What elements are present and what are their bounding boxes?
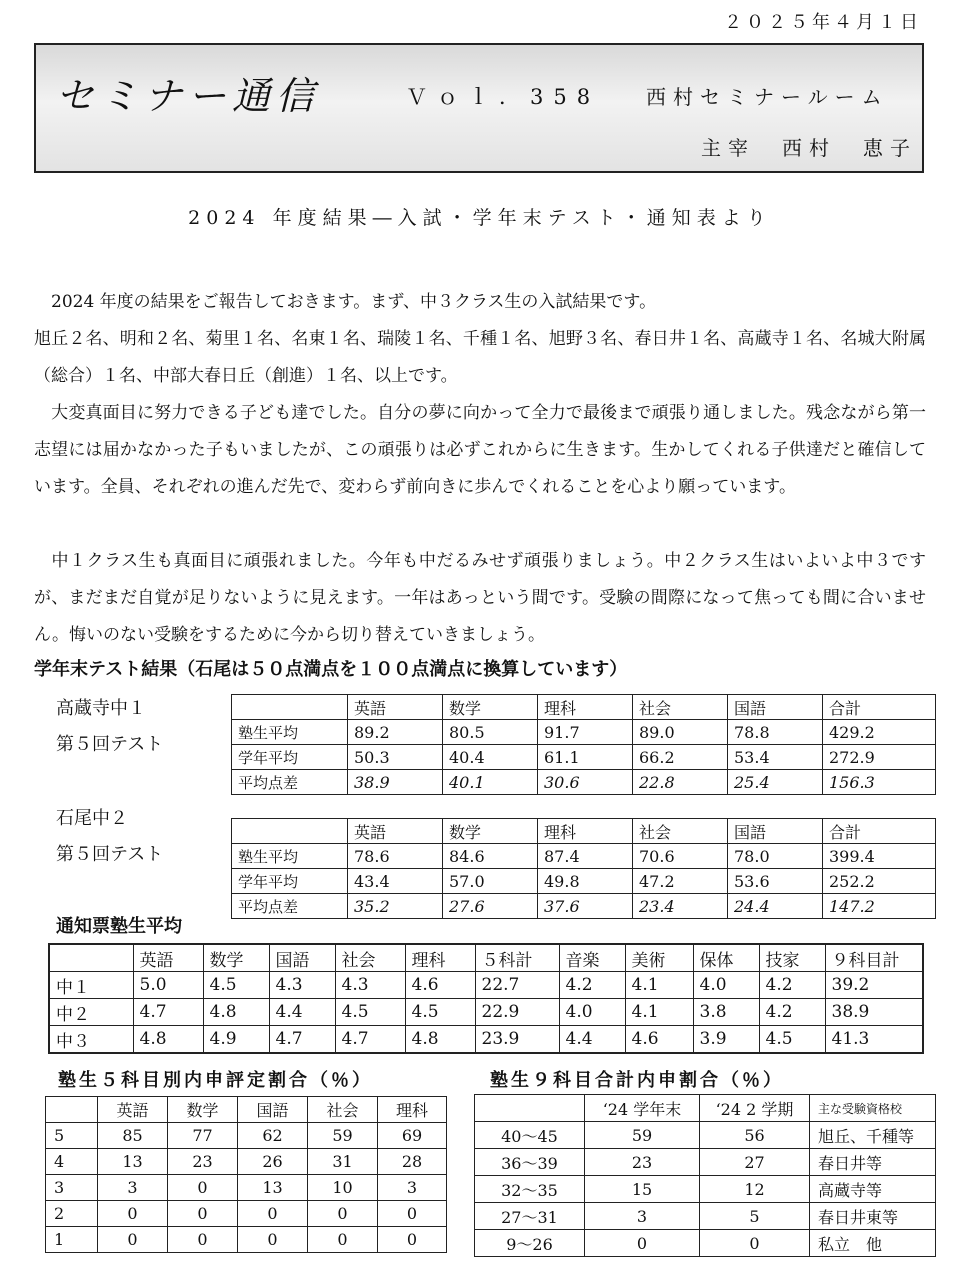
header-cell: 理科 — [538, 695, 633, 720]
table-cell: 13 — [98, 1149, 168, 1175]
header-cell: 理科 — [538, 819, 633, 844]
header-cell: 英語 — [348, 695, 443, 720]
table-cell: 5 — [700, 1203, 810, 1230]
row-label: 中２ — [49, 999, 133, 1026]
table-cell: 3.9 — [693, 1026, 759, 1054]
table-cell: 62 — [238, 1123, 308, 1149]
row-label: 学年平均 — [232, 745, 348, 770]
newsletter-title: セミナー通信 — [56, 74, 321, 118]
table-row — [232, 869, 936, 894]
table-cell: 3.8 — [693, 999, 759, 1026]
row-label: 36～39 — [475, 1149, 585, 1176]
table-row — [49, 972, 923, 999]
owner-name: 主宰 西村 恵子 — [701, 136, 917, 160]
table-cell: 4.1 — [625, 999, 693, 1026]
header-cell: 音楽 — [559, 944, 625, 972]
table-cell: 84.6 — [443, 844, 538, 869]
issue-date: ２０２５年４月１日 — [724, 12, 922, 33]
table-cell: 24.4 — [728, 894, 823, 919]
table-cell: 旭丘、千種等 — [810, 1122, 936, 1149]
table-cell: 4.4 — [269, 999, 335, 1026]
table-cell: 272.9 — [823, 745, 936, 770]
table-cell: 57.0 — [443, 869, 538, 894]
table-cell: 10 — [308, 1175, 378, 1201]
table-cell: 156.3 — [823, 770, 936, 795]
table-row — [46, 1149, 447, 1175]
table-cell: 4.3 — [269, 972, 335, 999]
row-label: 40～45 — [475, 1122, 585, 1149]
table-cell: 147.2 — [823, 894, 936, 919]
table-cell: 39.2 — [825, 972, 923, 999]
table-cell: 37.6 — [538, 894, 633, 919]
table-cell: 47.2 — [633, 869, 728, 894]
table-cell: 4.0 — [559, 999, 625, 1026]
header-cell — [232, 695, 348, 720]
header-cell: 理科 — [405, 944, 475, 972]
table-cell: 3 — [378, 1175, 447, 1201]
table-cell: 4.2 — [759, 972, 825, 999]
header-cell: 国語 — [728, 819, 823, 844]
volume-number: Ｖｏｌ．358 — [406, 85, 601, 109]
table-header-row — [475, 1095, 936, 1122]
paragraph-results: 旭丘２名、明和２名、菊里１名、名東１名、瑞陵１名、千種１名、旭野３名、春日井１名、高蔵寺１名、名城大附属（総合）１名、中部大春日丘（創進）１名、以上です。 — [34, 329, 926, 386]
table-cell: 4.0 — [693, 972, 759, 999]
table-cell: 78.6 — [348, 844, 443, 869]
table-cell: 0 — [700, 1230, 810, 1257]
school-label-1: 高蔵寺中１ — [56, 698, 146, 719]
table-cell: 85 — [98, 1123, 168, 1149]
table-cell: 27 — [700, 1149, 810, 1176]
table-cell: 59 — [308, 1123, 378, 1149]
header-cell: 数学 — [203, 944, 269, 972]
header-cell: 英語 — [133, 944, 203, 972]
table-cell: 4.2 — [759, 999, 825, 1026]
table-cell: 28 — [378, 1149, 447, 1175]
row-label: 中３ — [49, 1026, 133, 1054]
table-cell: 35.2 — [348, 894, 443, 919]
table-cell: 4.3 — [335, 972, 405, 999]
table-cell: 13 — [238, 1175, 308, 1201]
header-cell: 社会 — [308, 1097, 378, 1123]
table-cell: 53.6 — [728, 869, 823, 894]
table-cell: 70.6 — [633, 844, 728, 869]
table-row — [232, 720, 936, 745]
table-cell: 0 — [168, 1175, 238, 1201]
test-label-2: 第５回テスト — [56, 844, 164, 865]
header-cell: 国語 — [238, 1097, 308, 1123]
table-cell: 38.9 — [825, 999, 923, 1026]
header-cell: ５科計 — [475, 944, 559, 972]
table-cell: 40.4 — [443, 745, 538, 770]
table-cell: 40.1 — [443, 770, 538, 795]
paragraph-intro: 2024 年度の結果をご報告しておきます。まず、中３クラス生の入試結果です。 — [34, 292, 657, 312]
table-cell: 23 — [585, 1149, 700, 1176]
header-cell: ‘24 学年末 — [585, 1095, 700, 1122]
table-cell: 78.0 — [728, 844, 823, 869]
table-cell: 5.0 — [133, 972, 203, 999]
table-cell: 78.8 — [728, 720, 823, 745]
row-label: 5 — [46, 1123, 98, 1149]
row-label: 平均点差 — [232, 894, 348, 919]
header-cell: 英語 — [98, 1097, 168, 1123]
table-cell: 15 — [585, 1176, 700, 1203]
table-header-row — [49, 944, 923, 972]
table-cell: 22.9 — [475, 999, 559, 1026]
report-card-table — [48, 943, 924, 1054]
table-cell: 23 — [168, 1149, 238, 1175]
table-cell: 50.3 — [348, 745, 443, 770]
table-cell: 31 — [308, 1149, 378, 1175]
row-label: 学年平均 — [232, 869, 348, 894]
header-cell: 理科 — [378, 1097, 447, 1123]
table-cell: 89.0 — [633, 720, 728, 745]
table-cell: 41.3 — [825, 1026, 923, 1054]
table-cell: 22.7 — [475, 972, 559, 999]
row-label: 塾生平均 — [232, 720, 348, 745]
table-cell: 4.1 — [625, 972, 693, 999]
table-cell: 12 — [700, 1176, 810, 1203]
table-cell: 0 — [98, 1227, 168, 1253]
header-cell: 数学 — [443, 695, 538, 720]
header-cell — [49, 944, 133, 972]
table-row — [232, 770, 936, 795]
table-row — [46, 1201, 447, 1227]
table-cell: 4.8 — [133, 1026, 203, 1054]
table-cell: 23.9 — [475, 1026, 559, 1054]
header-cell: 数学 — [168, 1097, 238, 1123]
table-cell: 0 — [585, 1230, 700, 1257]
table-cell: 4.6 — [405, 972, 475, 999]
header-cell — [475, 1095, 585, 1122]
table-cell: 高蔵寺等 — [810, 1176, 936, 1203]
table-cell: 4.9 — [203, 1026, 269, 1054]
table-cell: 429.2 — [823, 720, 936, 745]
table-row — [475, 1149, 936, 1176]
table-cell: 0 — [308, 1201, 378, 1227]
table-row — [232, 844, 936, 869]
table-header-row — [46, 1097, 447, 1123]
table-cell: 春日井東等 — [810, 1203, 936, 1230]
row-label: 27～31 — [475, 1203, 585, 1230]
table-cell: 69 — [378, 1123, 447, 1149]
table-cell: 87.4 — [538, 844, 633, 869]
ratio5-heading: 塾生５科目別内申評定割合（％） — [58, 1070, 373, 1091]
test-table-kozoji — [231, 694, 936, 795]
table-cell: 59 — [585, 1122, 700, 1149]
table-cell: 0 — [238, 1227, 308, 1253]
row-label: 4 — [46, 1149, 98, 1175]
header-cell: 社会 — [335, 944, 405, 972]
table-cell: 4.7 — [335, 1026, 405, 1054]
table-row — [49, 1026, 923, 1054]
paragraph-praise: 大変真面目に努力できる子ども達でした。自分の夢に向かって全力で最後まで頑張り通しました。残念ながら第一志望には届かなかった子もいましたが、この頑張りは必ずこれからに生きます。生かしてくれる子供達だと確信しています。全員、それぞれの進んだ先で、変わらず前向きに歩んでくれることを心より願っています。 — [34, 403, 926, 497]
paragraph-encouragement: 中１クラス生も真面目に頑張れました。今年も中だるみせず頑張りましょう。中２クラス生はいよいよ中３ですが、まだまだ自覚が足りないように見えます。一年はあっという間です。受験の間際になって焦っても間に合いません。悔いのない受験をするために今から切り替えていきましょう。 — [34, 551, 926, 645]
table-cell: 23.4 — [633, 894, 728, 919]
table-row — [475, 1122, 936, 1149]
school-label-2: 石尾中２ — [56, 808, 128, 829]
ratio9-heading: 塾生９科目合計内申割合（％） — [490, 1070, 784, 1091]
report-card-heading: 通知票塾生平均 — [56, 916, 182, 937]
row-label: 1 — [46, 1227, 98, 1253]
table-cell: 43.4 — [348, 869, 443, 894]
table-row — [46, 1123, 447, 1149]
row-label: 3 — [46, 1175, 98, 1201]
organization-name: 西村セミナールーム — [646, 85, 889, 109]
table-cell: 0 — [378, 1227, 447, 1253]
article-subtitle: 2024 年度結果―入試・学年末テスト・通知表より — [188, 207, 772, 229]
table-cell: 4.5 — [759, 1026, 825, 1054]
table-row — [232, 894, 936, 919]
header-cell — [46, 1097, 98, 1123]
table-cell: 49.8 — [538, 869, 633, 894]
ratio9-table — [474, 1094, 936, 1257]
header-cell: 技家 — [759, 944, 825, 972]
table-header-row — [232, 819, 936, 844]
table-row — [475, 1230, 936, 1257]
table-cell: 4.2 — [559, 972, 625, 999]
table-cell: 3 — [585, 1203, 700, 1230]
table-cell: 3 — [98, 1175, 168, 1201]
table-cell: 4.5 — [405, 999, 475, 1026]
header-cell: 国語 — [728, 695, 823, 720]
row-label: 塾生平均 — [232, 844, 348, 869]
newsletter-banner — [34, 43, 924, 173]
table-cell: 4.7 — [269, 1026, 335, 1054]
header-cell: ‘24 2 学期 — [700, 1095, 810, 1122]
header-cell — [232, 819, 348, 844]
table-cell: 0 — [98, 1201, 168, 1227]
table-cell: 252.2 — [823, 869, 936, 894]
table-row — [475, 1203, 936, 1230]
header-cell: 主な受験資格校 — [810, 1095, 936, 1122]
header-cell: 社会 — [633, 819, 728, 844]
table-cell: 22.8 — [633, 770, 728, 795]
table-cell: 27.6 — [443, 894, 538, 919]
table-cell: 80.5 — [443, 720, 538, 745]
row-label: 平均点差 — [232, 770, 348, 795]
table-cell: 77 — [168, 1123, 238, 1149]
table-cell: 4.5 — [335, 999, 405, 1026]
table-cell: 0 — [168, 1227, 238, 1253]
table-row — [475, 1176, 936, 1203]
header-cell: 国語 — [269, 944, 335, 972]
table-cell: 91.7 — [538, 720, 633, 745]
table-row — [46, 1227, 447, 1253]
table-cell: 53.4 — [728, 745, 823, 770]
table-cell: 0 — [378, 1201, 447, 1227]
table-header-row — [232, 695, 936, 720]
table-cell: 25.4 — [728, 770, 823, 795]
table-row — [49, 999, 923, 1026]
row-label: 中１ — [49, 972, 133, 999]
header-cell: 合計 — [823, 819, 936, 844]
table-cell: 0 — [238, 1201, 308, 1227]
test-results-heading: 学年末テスト結果（石尾は５０点満点を１００点満点に換算しています） — [34, 659, 628, 680]
row-label: 32～35 — [475, 1176, 585, 1203]
table-cell: 4.5 — [203, 972, 269, 999]
table-cell: 春日井等 — [810, 1149, 936, 1176]
table-cell: 0 — [168, 1201, 238, 1227]
table-cell: 4.8 — [405, 1026, 475, 1054]
table-cell: 0 — [308, 1227, 378, 1253]
table-cell: 4.7 — [133, 999, 203, 1026]
table-cell: 399.4 — [823, 844, 936, 869]
table-cell: 89.2 — [348, 720, 443, 745]
test-label-1: 第５回テスト — [56, 734, 164, 755]
table-cell: 56 — [700, 1122, 810, 1149]
table-cell: 30.6 — [538, 770, 633, 795]
header-cell: 保体 — [693, 944, 759, 972]
header-cell: 数学 — [443, 819, 538, 844]
table-cell: 61.1 — [538, 745, 633, 770]
ratio5-table — [45, 1096, 447, 1253]
row-label: 9～26 — [475, 1230, 585, 1257]
header-cell: 英語 — [348, 819, 443, 844]
header-cell: 合計 — [823, 695, 936, 720]
row-label: 2 — [46, 1201, 98, 1227]
table-row — [232, 745, 936, 770]
table-cell: 4.6 — [625, 1026, 693, 1054]
test-table-ishio — [231, 818, 936, 919]
table-cell: 26 — [238, 1149, 308, 1175]
header-cell: 美術 — [625, 944, 693, 972]
table-cell: 38.9 — [348, 770, 443, 795]
header-cell: ９科目計 — [825, 944, 923, 972]
table-cell: 私立 他 — [810, 1230, 936, 1257]
table-cell: 4.8 — [203, 999, 269, 1026]
header-cell: 社会 — [633, 695, 728, 720]
table-cell: 66.2 — [633, 745, 728, 770]
table-row — [46, 1175, 447, 1201]
table-cell: 4.4 — [559, 1026, 625, 1054]
